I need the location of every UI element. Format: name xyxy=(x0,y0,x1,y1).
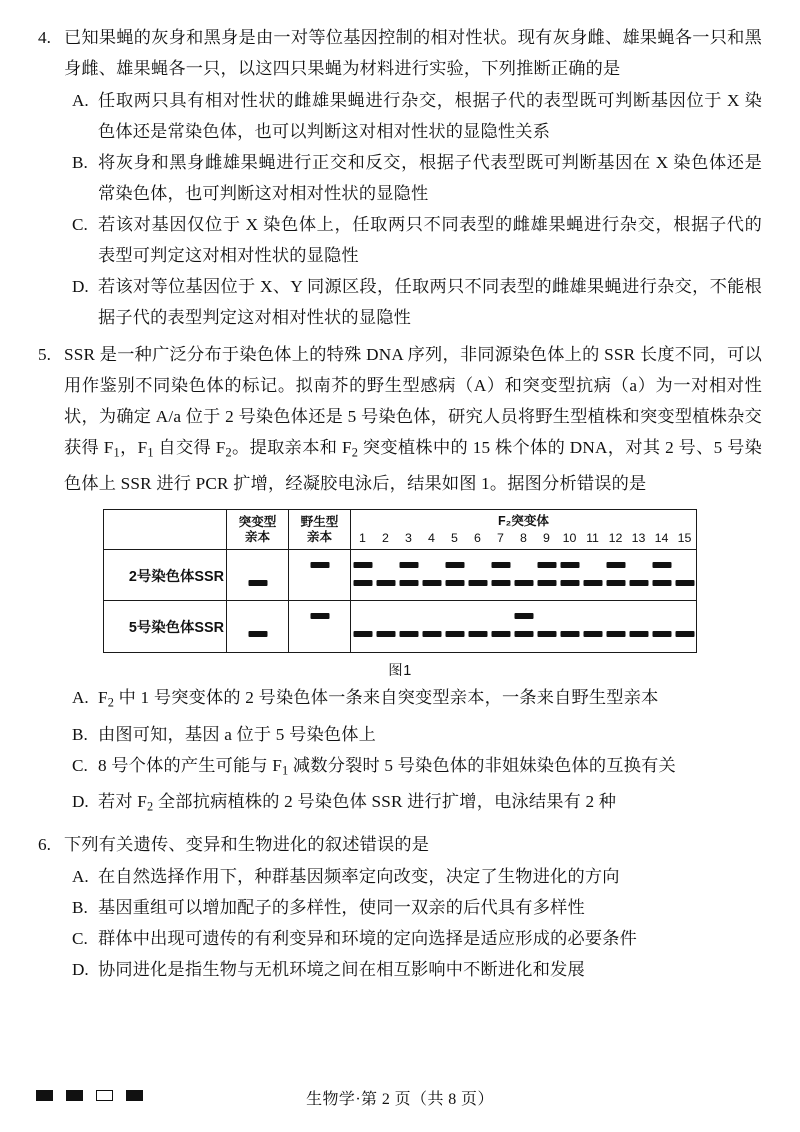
gel-col-f2 xyxy=(350,510,696,652)
gel-band xyxy=(310,562,329,568)
lane-number: 14 xyxy=(654,531,669,546)
lane-number: 15 xyxy=(677,531,692,546)
option-a-text xyxy=(98,682,762,718)
gel-header-wild-parent-line2: 亲本 xyxy=(306,529,333,544)
option-a-sub1: 2 xyxy=(107,695,115,710)
gel-band xyxy=(310,613,329,619)
gel-band xyxy=(445,631,464,637)
gel-band xyxy=(652,631,671,637)
gel-lane-7 xyxy=(489,601,512,652)
gel-lane-6 xyxy=(466,601,489,652)
question-4-stem-text: 已知果蝇的灰身和黑身是由一对等位基因控制的相对性状。现有灰身雌、雄果蝇各一只和黑身雌、雄果蝇各一只，以这四只果蝇为材料进行实验，下列推断正确的是 xyxy=(64,28,762,78)
gel-cell-wild-chr5 xyxy=(289,601,350,652)
gel-lane-11 xyxy=(581,601,604,652)
gel-band xyxy=(491,631,510,637)
stem-sub-3: 2 xyxy=(225,445,232,460)
option-d[interactable] xyxy=(38,954,762,985)
gel-lane-8 xyxy=(512,601,535,652)
gel-band xyxy=(652,580,671,586)
gel-band xyxy=(629,580,648,586)
gel-band xyxy=(675,580,694,586)
lane-number: 10 xyxy=(562,531,577,546)
gel-band xyxy=(560,562,579,568)
figure-caption: 图1 xyxy=(388,663,412,680)
gel-col-wild-parent xyxy=(288,510,350,652)
gel-band xyxy=(606,562,625,568)
option-c[interactable] xyxy=(38,923,762,954)
gel-header-f2: F₂突变体 xyxy=(497,514,550,529)
gel-lane-15 xyxy=(673,550,696,600)
lane-number: 2 xyxy=(382,531,389,546)
gel-lane-10 xyxy=(558,601,581,652)
gel-band xyxy=(399,580,418,586)
gel-row-label-chr2: 2号染色体SSR xyxy=(104,550,226,601)
gel-header-mutant-parent-line2: 亲本 xyxy=(244,529,271,544)
stem-seg-2: ，F xyxy=(119,438,148,457)
lane-number: 5 xyxy=(451,531,458,546)
gel-band xyxy=(606,631,625,637)
option-d[interactable] xyxy=(38,786,762,822)
option-c[interactable] xyxy=(38,209,762,271)
question-6 xyxy=(38,829,762,985)
gel-lane-14 xyxy=(650,550,673,600)
gel-band xyxy=(445,562,464,568)
stem-seg-5: 突变植株中的 15 株个体的 DNA，对其 2 号、5 号染色体上 SSR 进行 PCR 扩增，经凝胶电泳后，结果如图 1。据图分析错误的是 xyxy=(64,438,762,494)
gel-band xyxy=(629,631,648,637)
option-b-letter: B. xyxy=(72,724,88,744)
gel-lane-13 xyxy=(627,550,650,600)
stem-seg-1: SSR 是一种广泛分布于染色体上的特殊 DNA 序列，非同源染色体上的 SSR 长度不同，可以用作鉴别不同染色体的标记。拟南芥的野生型感病（A）和突变型抗病（a）为一对相对性状，为确定 A/a 位于 2 号染色体还是 5 号染色体，研究人员将野生型植株和突变型植株杂交获得 F xyxy=(64,345,762,457)
option-d-letter: D. xyxy=(72,277,89,296)
gel-band xyxy=(353,580,372,586)
option-c-letter: C. xyxy=(72,215,88,234)
option-d-sub1: 2 xyxy=(147,799,154,814)
gel-band xyxy=(468,631,487,637)
option-b-text: 由图可知，基因 a 位于 5 号染色体上 xyxy=(98,724,377,744)
gel-header-mutant-parent xyxy=(227,510,288,550)
option-a-letter: A. xyxy=(72,866,89,886)
gel-band xyxy=(514,613,533,619)
stem-seg-3: 自交得 F xyxy=(153,438,226,457)
gel-cell-mutant-chr2 xyxy=(227,550,288,601)
lane-number: 13 xyxy=(631,531,646,546)
option-c-letter: C. xyxy=(72,755,88,775)
gel-lane-1 xyxy=(351,550,374,600)
question-5-stem xyxy=(38,339,762,499)
gel-lane-4 xyxy=(420,601,443,652)
gel-col-mutant-parent xyxy=(226,510,288,652)
option-d-letter: D. xyxy=(72,959,89,979)
lane-number: 3 xyxy=(405,531,412,546)
gel-lane-3 xyxy=(397,550,420,600)
question-5-options xyxy=(38,682,762,822)
question-5 xyxy=(38,339,762,823)
gel-lane-12 xyxy=(604,550,627,600)
option-d-letter: D. xyxy=(72,792,89,812)
gel-lane-8 xyxy=(512,550,535,600)
gel-lane-4 xyxy=(420,550,443,600)
gel-band xyxy=(652,562,671,568)
footer-page-label: 生物学·第 2 页（共 8 页） xyxy=(306,1091,494,1108)
gel-lane-6 xyxy=(466,550,489,600)
option-b-letter: B. xyxy=(72,897,88,917)
option-d-text: 协同进化是指生物与无机环境之间在相互影响中不断进化和发展 xyxy=(98,959,585,979)
option-a-seg1: F xyxy=(98,688,108,708)
gel-lane-1 xyxy=(351,601,374,652)
gel-lane-12 xyxy=(604,601,627,652)
gel-band xyxy=(445,580,464,586)
gel-band xyxy=(376,580,395,586)
lane-number: 11 xyxy=(586,531,599,546)
stem-seg-4: 。提取亲本和 F xyxy=(231,438,352,457)
question-4-stem xyxy=(38,22,762,84)
option-c-text: 若该对基因仅位于 X 染色体上，任取两只不同表型的雌雄果蝇进行杂交，根据子代的表型可判定这对相对性状的显隐性 xyxy=(98,215,762,265)
gel-band xyxy=(583,580,602,586)
option-b[interactable] xyxy=(38,719,762,750)
question-6-stem-text: 下列有关遗传、变异和生物进化的叙述错误的是 xyxy=(64,834,430,854)
gel-band xyxy=(606,580,625,586)
page-footer xyxy=(0,1086,800,1112)
gel-lanes-chr5 xyxy=(351,601,696,652)
option-b-text: 基因重组可以增加配子的多样性，使同一双亲的后代具有多样性 xyxy=(98,897,585,917)
option-c-seg2: 减数分裂时 5 号染色体的非姐妹染色体的互换有关 xyxy=(288,755,676,775)
page-content xyxy=(38,22,762,991)
option-c-seg1: 8 号个体的产生可能与 F xyxy=(98,755,283,775)
option-b[interactable] xyxy=(38,147,762,209)
option-a-text: 在自然选择作用下，种群基因频率定向改变，决定了生物进化的方向 xyxy=(98,866,620,886)
gel-lane-3 xyxy=(397,601,420,652)
option-a-letter: A. xyxy=(72,688,89,708)
option-c[interactable] xyxy=(38,750,762,786)
gel-band xyxy=(248,631,267,637)
option-b-letter: B. xyxy=(72,153,88,172)
gel-band xyxy=(537,580,556,586)
gel-band xyxy=(248,580,267,586)
gel-corner-cell xyxy=(104,510,226,550)
option-b[interactable] xyxy=(38,892,762,923)
option-c-letter: C. xyxy=(72,928,88,948)
lane-number: 12 xyxy=(608,531,623,546)
gel-header-wild-parent-line1: 野生型 xyxy=(300,514,339,529)
gel-band xyxy=(353,562,372,568)
gel-lane-10 xyxy=(558,550,581,600)
gel-cell-wild-chr2 xyxy=(289,550,350,601)
question-6-options xyxy=(38,861,762,985)
lane-number: 6 xyxy=(474,531,481,546)
option-d[interactable] xyxy=(38,271,762,333)
gel-band xyxy=(560,631,579,637)
stem-sub-2: 1 xyxy=(147,445,154,460)
gel-lane-13 xyxy=(627,601,650,652)
option-a[interactable] xyxy=(38,682,762,718)
gel-header-wild-parent xyxy=(289,510,350,550)
option-b-text: 将灰身和黑身雌雄果蝇进行正交和反交，根据子代表型既可判断基因在 X 染色体还是常染色体，也可判断这对相对性状的显隐性 xyxy=(98,153,762,203)
gel-band xyxy=(675,631,694,637)
option-c-text: 群体中出现可遗传的有利变异和环境的定向选择是适应形成的必要条件 xyxy=(98,928,638,948)
gel-band xyxy=(560,580,579,586)
question-4 xyxy=(38,22,762,333)
gel-figure xyxy=(38,509,762,680)
gel-row-label-chr5: 5号染色体SSR xyxy=(128,620,224,637)
lane-number: 7 xyxy=(497,531,504,546)
gel-band xyxy=(537,562,556,568)
question-5-stem-text xyxy=(64,339,762,499)
gel-lane-5 xyxy=(443,601,466,652)
gel-band xyxy=(514,631,533,637)
question-5-number: 5. xyxy=(38,345,51,364)
gel-lane-5 xyxy=(443,550,466,600)
gel-band xyxy=(491,580,510,586)
gel-row-labels xyxy=(104,510,226,652)
gel-lane-9 xyxy=(535,550,558,600)
gel-lane-14 xyxy=(650,601,673,652)
gel-band xyxy=(514,580,533,586)
question-4-number: 4. xyxy=(38,28,51,47)
gel-band xyxy=(399,631,418,637)
question-4-options xyxy=(38,85,762,333)
gel-lane-15 xyxy=(673,601,696,652)
gel-band xyxy=(468,580,487,586)
gel-cell-mutant-chr5 xyxy=(227,601,288,652)
gel-lane-numbers xyxy=(351,529,696,550)
gel-table xyxy=(103,509,697,653)
stem-sub-4: 2 xyxy=(351,445,359,460)
option-d-seg1: 若对 F xyxy=(98,792,148,812)
gel-header-mutant-parent-line1: 突变型 xyxy=(238,514,277,529)
gel-band xyxy=(422,631,441,637)
question-6-stem xyxy=(38,829,762,860)
lane-number: 4 xyxy=(428,531,435,546)
option-a-text: 任取两只具有相对性状的雌雄果蝇进行杂交，根据子代的表型既可判断基因位于 X 染色体还是常染色体，也可以判断这对相对性状的显隐性关系 xyxy=(98,91,762,141)
gel-band xyxy=(376,631,395,637)
gel-band xyxy=(399,562,418,568)
gel-lane-11 xyxy=(581,550,604,600)
question-6-number: 6. xyxy=(38,834,51,854)
option-a-seg2: 中 1 号突变体的 2 号染色体一条来自突变型亲本，一条来自野生型亲本 xyxy=(114,688,659,708)
gel-lane-2 xyxy=(374,601,397,652)
option-d-text: 若该对等位基因位于 X、Y 同源区段，任取两只不同表型的雌雄果蝇进行杂交，不能根据子代的表型判定这对相对性状的显隐性 xyxy=(98,277,762,327)
lane-number: 1 xyxy=(359,531,366,546)
option-c-text xyxy=(98,750,762,786)
gel-lanes-chr2 xyxy=(351,550,696,601)
option-a[interactable] xyxy=(38,861,762,892)
gel-lane-9 xyxy=(535,601,558,652)
lane-number: 9 xyxy=(543,531,550,546)
lane-number: 8 xyxy=(520,531,527,546)
gel-lane-2 xyxy=(374,550,397,600)
option-d-text xyxy=(98,786,762,822)
gel-lane-7 xyxy=(489,550,512,600)
option-d-seg2: 全部抗病植株的 2 号染色体 SSR 进行扩增，电泳结果有 2 种 xyxy=(153,792,617,812)
gel-band xyxy=(537,631,556,637)
gel-band xyxy=(491,562,510,568)
option-a[interactable] xyxy=(38,85,762,147)
gel-band xyxy=(353,631,372,637)
gel-band xyxy=(583,631,602,637)
gel-band xyxy=(422,580,441,586)
option-c-sub1: 1 xyxy=(282,763,289,778)
option-a-letter: A. xyxy=(72,91,89,110)
stem-sub-1: 1 xyxy=(113,445,120,460)
